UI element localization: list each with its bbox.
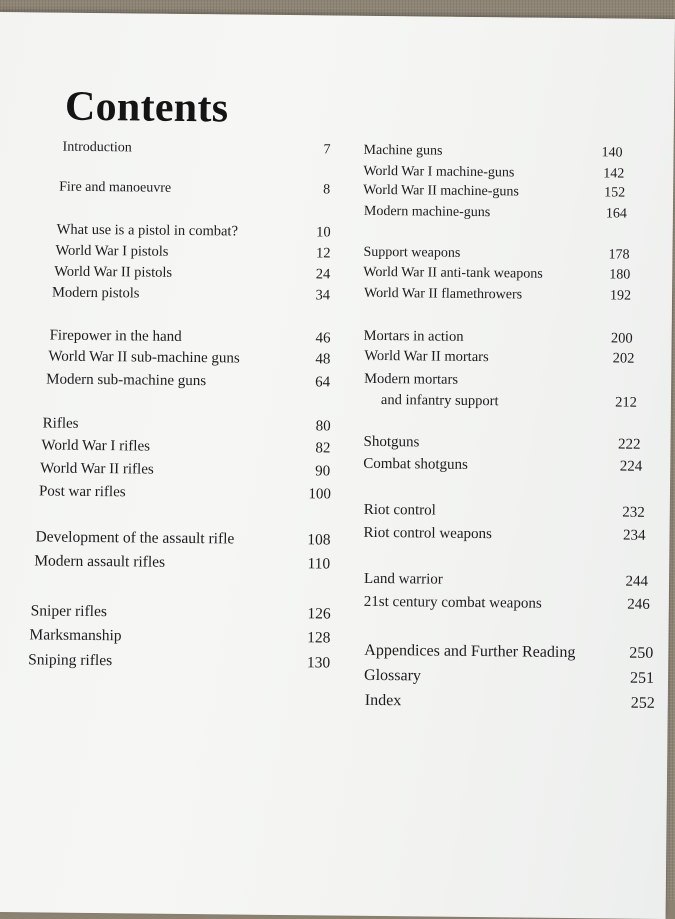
toc-entry-label: World War I rifles: [41, 437, 151, 455]
toc-entry-label: Modern sub-machine guns: [46, 371, 207, 390]
toc-entry-label: World War II flamethrowers: [363, 285, 523, 303]
toc-entry-label: Modern mortars: [364, 370, 459, 388]
toc-entry-page-number: 34: [315, 287, 331, 304]
toc-entry-label: World War II pistols: [54, 263, 173, 281]
toc-entry-page-number: 90: [315, 463, 331, 480]
toc-entry-page-number: 152: [604, 185, 626, 201]
toc-entry-label: Glossary: [363, 666, 422, 685]
toc-entry-page-number: 180: [609, 267, 631, 283]
toc-entry-label: Introduction: [62, 139, 132, 156]
toc-entry-label: Modern pistols: [51, 284, 140, 302]
toc-entry-page-number: 178: [608, 247, 630, 263]
toc-entry-label: Marksmanship: [29, 626, 122, 645]
toc-entry-page-number: 244: [625, 573, 649, 590]
toc-entry-label: Machine guns: [363, 142, 443, 159]
toc-entry-label: Riot control weapons: [363, 524, 492, 543]
toc-entry-page-number: 202: [612, 350, 635, 367]
toc-entry-page-number: 246: [627, 596, 650, 613]
toc-entry-page-number: 164: [605, 206, 627, 222]
toc-entry-label: Appendices and Further Reading: [364, 641, 576, 662]
toc-entry-page-number: 250: [629, 644, 654, 662]
toc-entry-page-number: 142: [603, 166, 625, 182]
toc-entry-label: Sniper rifles: [30, 602, 108, 621]
toc-entry-page-number: 222: [617, 436, 641, 453]
toc-entry-label: World War II machine-guns: [363, 182, 519, 200]
toc-entry-page-number: 48: [315, 351, 331, 368]
toc-entry-page-number: 200: [610, 330, 633, 347]
page-title: Contents: [64, 83, 229, 132]
toc-entry-page-number: 252: [630, 694, 655, 712]
toc-entry-page-number: 108: [307, 531, 331, 549]
toc-entry-page-number: 234: [622, 527, 646, 544]
toc-entry-label: World War II anti-tank weapons: [363, 264, 543, 282]
toc-entry-page-number: 212: [615, 394, 638, 411]
toc-entry-label: and infantry support: [380, 392, 499, 410]
toc-entry-label: World War II mortars: [364, 347, 489, 366]
toc-entry-page-number: 100: [308, 486, 332, 503]
toc-entry-label: Post war rifles: [38, 483, 126, 501]
toc-entry-label: Modern machine-guns: [363, 203, 491, 221]
toc-entry-label: Combat shotguns: [363, 455, 468, 473]
toc-entry-page-number: 110: [307, 555, 331, 573]
toc-entry-page-number: 24: [315, 266, 331, 283]
toc-entry-label: Sniping rifles: [28, 651, 113, 670]
toc-entry-label: Shotguns: [363, 433, 420, 451]
toc-entry-label: What use is a pistol in combat?: [56, 221, 239, 240]
toc-entry-page-number: 80: [315, 418, 331, 435]
toc-entry-page-number: 82: [315, 440, 331, 457]
toc-entry-page-number: 126: [307, 605, 331, 623]
toc-entry-label: Land warrior: [364, 570, 443, 588]
toc-entry-page-number: 232: [622, 504, 645, 521]
toc-entry-page-number: 130: [306, 654, 331, 672]
toc-entry-label: Fire and manoeuvre: [59, 179, 172, 196]
book-page: [0, 12, 675, 919]
toc-entry-label: World War II sub-machine guns: [48, 348, 240, 367]
toc-entry-label: Development of the assault rifle: [35, 528, 235, 548]
toc-entry-page-number: 46: [315, 330, 331, 347]
toc-entry-page-number: 192: [609, 288, 632, 304]
toc-entry-label: World War I machine-guns: [363, 163, 515, 181]
toc-entry-label: 21st century combat weapons: [363, 593, 542, 612]
toc-entry-label: World War II rifles: [40, 460, 154, 478]
toc-entry-label: World War I pistols: [55, 242, 169, 260]
toc-entry-label: Support weapons: [363, 244, 461, 261]
toc-entry-page-number: 7: [323, 142, 331, 158]
toc-entry-page-number: 224: [619, 458, 643, 475]
toc-entry-page-number: 140: [601, 145, 623, 161]
toc-entry-label: Riot control: [363, 501, 436, 519]
toc-entry-page-number: 251: [629, 669, 655, 687]
toc-entry-label: Index: [364, 691, 402, 710]
toc-entry-page-number: 128: [307, 629, 331, 647]
toc-entry-page-number: 64: [315, 374, 331, 391]
toc-entry-page-number: 10: [316, 224, 331, 241]
toc-entry-label: Mortars in action: [363, 327, 464, 345]
toc-entry-page-number: 8: [323, 182, 331, 198]
toc-entry-label: Modern assault rifles: [34, 552, 166, 571]
toc-entry-label: Firepower in the hand: [49, 327, 182, 345]
toc-entry-page-number: 12: [315, 245, 331, 262]
toc-entry-label: Rifles: [42, 415, 79, 432]
